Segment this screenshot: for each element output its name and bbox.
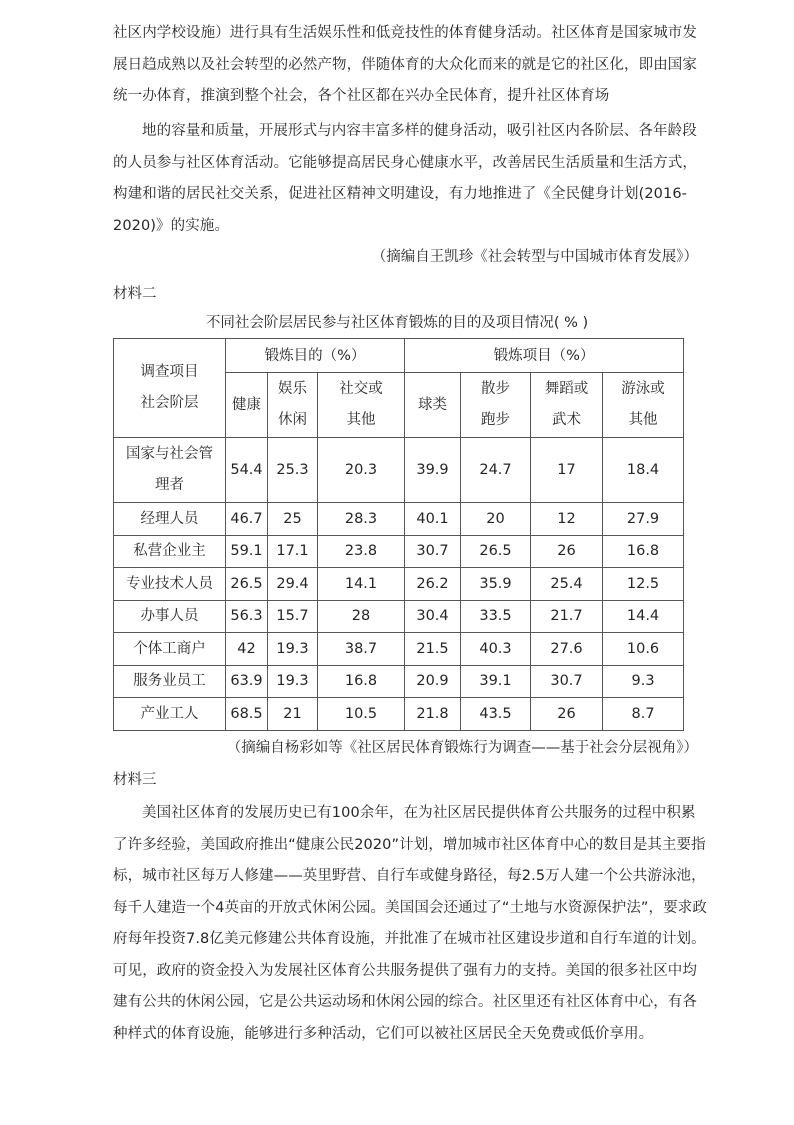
table-cell: 38.7 [318,633,405,666]
table-cell: 21 [268,698,318,731]
table-cell: 29.4 [268,568,318,601]
table-cell: 27.6 [531,633,603,666]
table-cell: 56.3 [226,600,268,633]
table-cell: 19.3 [268,665,318,698]
table-cell: 30.7 [405,535,461,568]
table-cell: 23.8 [318,535,405,568]
table-row [114,600,684,633]
table-cell: 63.9 [226,665,268,698]
table-cell: 10.6 [603,633,684,666]
column-header: 娱乐 休闲 [268,373,318,438]
table-cell: 14.4 [603,600,684,633]
row-label: 国家与社会管理者 [114,438,226,503]
data-table [113,338,684,731]
table-cell: 25.3 [268,438,318,503]
table-cell: 17 [531,438,603,503]
row-label: 经理人员 [114,503,226,536]
row-label: 产业工人 [114,698,226,731]
table-cell: 20.3 [318,438,405,503]
table-cell: 27.9 [603,503,684,536]
column-header: 游泳或 其他 [603,373,684,438]
table-cell: 14.1 [318,568,405,601]
table-cell: 26.5 [461,535,531,568]
table-cell: 20 [461,503,531,536]
table-cell: 9.3 [603,665,684,698]
table-cell: 24.7 [461,438,531,503]
table-cell: 21.8 [405,698,461,731]
table-cell: 21.5 [405,633,461,666]
table-cell: 28 [318,600,405,633]
row-label: 个体工商户 [114,633,226,666]
table-cell: 39.1 [461,665,531,698]
group-header-purpose: 锻炼目的（%） [226,339,405,373]
table-row [114,503,684,536]
table-cell: 20.9 [405,665,461,698]
material-3-label: 材料三 [113,772,157,788]
table-cell: 28.3 [318,503,405,536]
table-cell: 25.4 [531,568,603,601]
table-header-row-1 [114,339,684,373]
table-cell: 30.4 [405,600,461,633]
table-cell: 30.7 [531,665,603,698]
table-cell: 40.3 [461,633,531,666]
table-cell: 40.1 [405,503,461,536]
table-cell: 15.7 [268,600,318,633]
table-row [114,568,684,601]
row-label: 专业技术人员 [114,568,226,601]
table-row [114,535,684,568]
group-header-items: 锻炼项目（%） [405,339,684,373]
column-header: 健康 [226,373,268,438]
row-label: 办事人员 [114,600,226,633]
table-cell: 16.8 [318,665,405,698]
source-citation-2: （摘编自杨彩如等《社区居民体育锻炼行为调查——基于社会分层视角》） [226,740,698,756]
table-cell: 39.9 [405,438,461,503]
table-cell: 12.5 [603,568,684,601]
table-cell: 26 [531,698,603,731]
table-cell: 42 [226,633,268,666]
table-cell: 68.5 [226,698,268,731]
table-body [114,438,684,731]
source-citation-1: （摘编自王凯珍《社会转型与中国城市体育发展》） [371,249,698,265]
table-cell: 25 [268,503,318,536]
table-cell: 19.3 [268,633,318,666]
table-cell: 54.4 [226,438,268,503]
table-cell: 8.7 [603,698,684,731]
table-cell: 26.2 [405,568,461,601]
table-cell: 46.7 [226,503,268,536]
table-corner-cell: 调查项目 社会阶层 [114,339,226,438]
table-cell: 43.5 [461,698,531,731]
column-header: 社交或 其他 [318,373,405,438]
column-header: 球类 [405,373,461,438]
table-row [114,633,684,666]
table-caption: 不同社会阶层居民参与社区体育锻炼的目的及项目情况( % ) [205,315,589,331]
table-cell: 16.8 [603,535,684,568]
table-row [114,665,684,698]
row-label: 服务业员工 [114,665,226,698]
table-cell: 18.4 [603,438,684,503]
paragraph-2: 地的容量和质量，开展形式与内容丰富多样的健身活动，吸引社区内各阶层、各年龄段的人员参与社区体育活动。它能够提高居民身心健康水平，改善居民生活质量和生活方式，构建和谐的居民社交关系，促进社区精神文明建设，有力地推进了《全民健身计划(2016-2020)》的实施。 [113,123,697,234]
table-cell: 10.5 [318,698,405,731]
table-cell: 59.1 [226,535,268,568]
column-header: 舞蹈或 武术 [531,373,603,438]
table-row [114,698,684,731]
row-label: 私营企业主 [114,535,226,568]
paragraph-3: 美国社区体育的发展历史已有100余年，在为社区居民提供体育公共服务的过程中积累了许多经验，美国政府推出“健康公民2020”计划，增加城市社区体育中心的数目是其主要指标，城市社区每万人修建——英里野营、自行车或健身路径，每2.5万人建一个公共游泳池，每千人建造一个4英亩的开放式休闲公园。美国国会还通过了“土地与水资源保护法”，要求政府每年投资7.8亿美元修建公共体育设施，并批准了在城市社区建设步道和自行车道的计划。可见，政府的资金投入为发展社区体育公共服务提供了强有力的支持。美国的很多社区中均建有公共的休闲公园，它是公共运动场和休闲公园的综合。社区里还有社区体育中心，有各种样式的体育设施，能够进行多种活动，它们可以被社区居民全天免费或低价享用。 [113,805,707,1042]
table-cell: 35.9 [461,568,531,601]
column-header: 散步 跑步 [461,373,531,438]
table-cell: 26.5 [226,568,268,601]
table-cell: 26 [531,535,603,568]
table-cell: 12 [531,503,603,536]
table-cell: 21.7 [531,600,603,633]
table-cell: 33.5 [461,600,531,633]
table-row [114,438,684,503]
material-2-label: 材料二 [113,286,157,302]
table-cell: 17.1 [268,535,318,568]
paragraph-1: 社区内学校设施）进行具有生活娱乐性和低竞技性的体育健身活动。社区体育是国家城市发展日趋成熟以及社会转型的必然产物，伴随体育的大众化而来的就是它的社区化，即由国家统一办体育，推演到整个社会，各个社区都在兴办全民体育，提升社区体育场 [113,25,697,104]
